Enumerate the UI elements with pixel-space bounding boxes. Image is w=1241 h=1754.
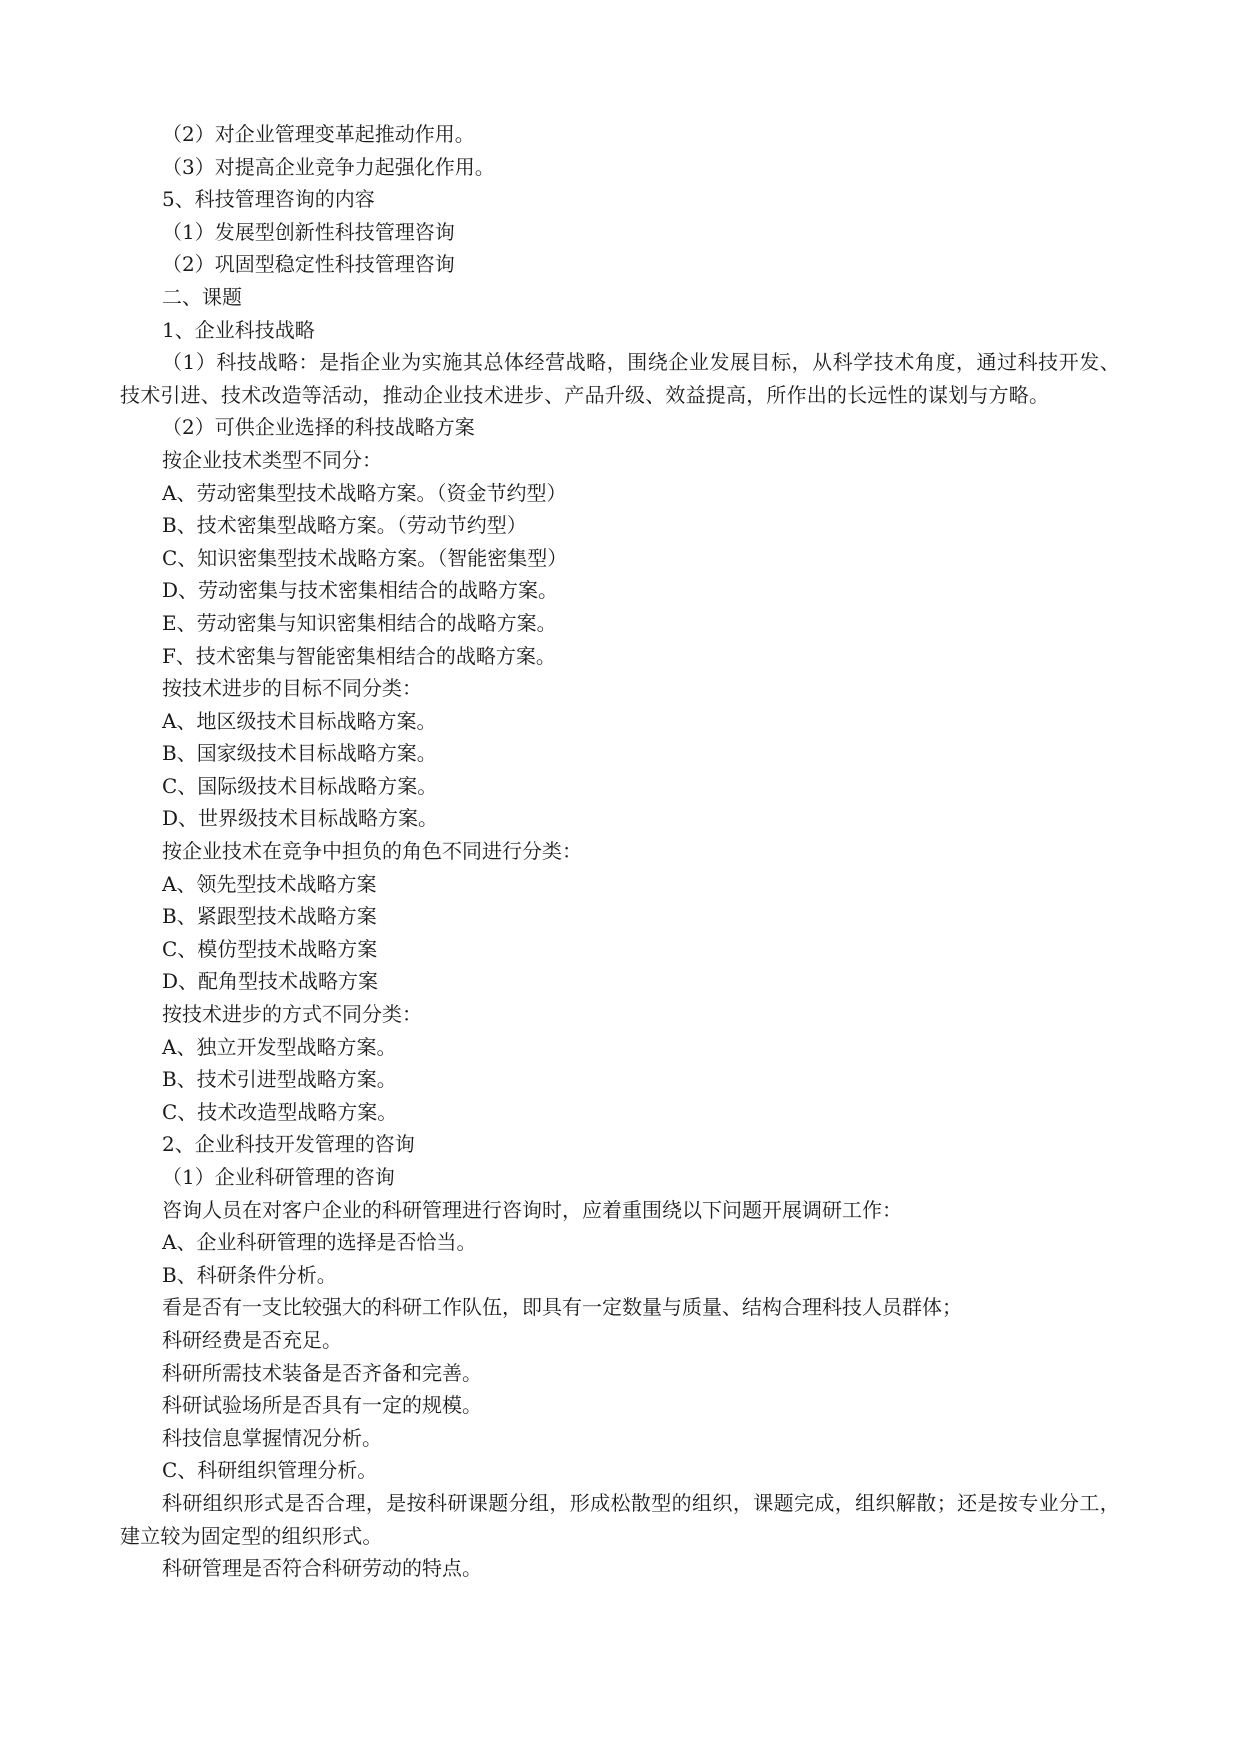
text-line: 按技术进步的方式不同分类：: [162, 1002, 422, 1027]
list-item: B、技术密集型战略方案。（劳动节约型）: [162, 513, 527, 538]
text-line: （2）对企业管理变革起推动作用。: [162, 122, 475, 146]
paragraph-strategy-definition: （1）科技战略：是指企业为实施其总体经营战略，围绕企业发展目标，从科学技术角度，通过科技开发、技术引进、技术改造等活动，推动企业技术进步、产品升级、效益提高，所作出的长远性的谋划与方略。: [120, 350, 1120, 407]
text-line: （2）可供企业选择的科技战略方案: [162, 415, 475, 440]
text-line: 科技信息掌握情况分析。: [162, 1425, 382, 1450]
list-item: D、世界级技术目标战略方案。: [162, 806, 439, 831]
list-item: C、科研组织管理分析。: [162, 1458, 378, 1483]
text-line: 科研所需技术装备是否齐备和完善。: [162, 1360, 482, 1385]
list-item: A、地区级技术目标战略方案。: [162, 708, 437, 733]
text-line: 科研经费是否充足。: [162, 1327, 342, 1352]
list-item: C、知识密集型技术战略方案。（智能密集型）: [162, 545, 568, 570]
list-item: C、技术改造型战略方案。: [162, 1099, 398, 1124]
list-item: D、配角型技术战略方案: [162, 969, 379, 994]
list-item: B、紧跟型技术战略方案: [162, 904, 377, 929]
text-line: 科研试验场所是否具有一定的规模。: [162, 1393, 482, 1418]
list-item: A、劳动密集型技术战略方案。（资金节约型）: [162, 480, 567, 505]
list-item: B、科研条件分析。: [162, 1262, 337, 1287]
text-line: 看是否有一支比较强大的科研工作队伍，即具有一定数量与质量、结构合理科技人员群体；: [162, 1295, 962, 1320]
list-item: F、技术密集与智能密集相结合的战略方案。: [162, 643, 556, 668]
section-heading: 二、课题: [162, 284, 242, 309]
list-item: D、劳动密集与技术密集相结合的战略方案。: [162, 578, 559, 603]
text-line: （2）巩固型稳定性科技管理咨询: [162, 252, 455, 277]
list-item: E、劳动密集与知识密集相结合的战略方案。: [162, 610, 557, 635]
text-line: 按企业技术类型不同分：: [162, 447, 382, 472]
list-item: A、独立开发型战略方案。: [162, 1034, 397, 1059]
text-line: （1）企业科研管理的咨询: [162, 1165, 395, 1189]
text-line: 按企业技术在竞争中担负的角色不同进行分类：: [162, 839, 582, 864]
list-item: C、模仿型技术战略方案: [162, 936, 378, 961]
list-item: B、国家级技术目标战略方案。: [162, 741, 437, 766]
text-line: 科研管理是否符合科研劳动的特点。: [162, 1556, 482, 1581]
document-body: [120, 118, 1120, 1585]
list-item: A、企业科研管理的选择是否恰当。: [162, 1230, 477, 1255]
section-heading: 1、企业科技战略: [162, 317, 315, 342]
list-item: A、领先型技术战略方案: [162, 871, 377, 896]
list-item: C、国际级技术目标战略方案。: [162, 773, 438, 798]
text-line: （3）对提高企业竞争力起强化作用。: [162, 154, 495, 179]
section-heading: 2、企业科技开发管理的咨询: [162, 1132, 415, 1157]
text-line: （1）发展型创新性科技管理咨询: [162, 219, 455, 244]
text-line: 咨询人员在对客户企业的科研管理进行咨询时，应着重围绕以下问题开展调研工作：: [162, 1197, 902, 1222]
list-item: B、技术引进型战略方案。: [162, 1067, 397, 1092]
section-heading: 5、科技管理咨询的内容: [162, 187, 375, 212]
paragraph-organization-form: 科研组织形式是否合理，是按科研课题分组，形成松散型的组织，课题完成，组织解散；还是按专业分工，建立较为固定型的组织形式。: [120, 1490, 1120, 1548]
text-line: 按技术进步的目标不同分类：: [162, 676, 422, 701]
